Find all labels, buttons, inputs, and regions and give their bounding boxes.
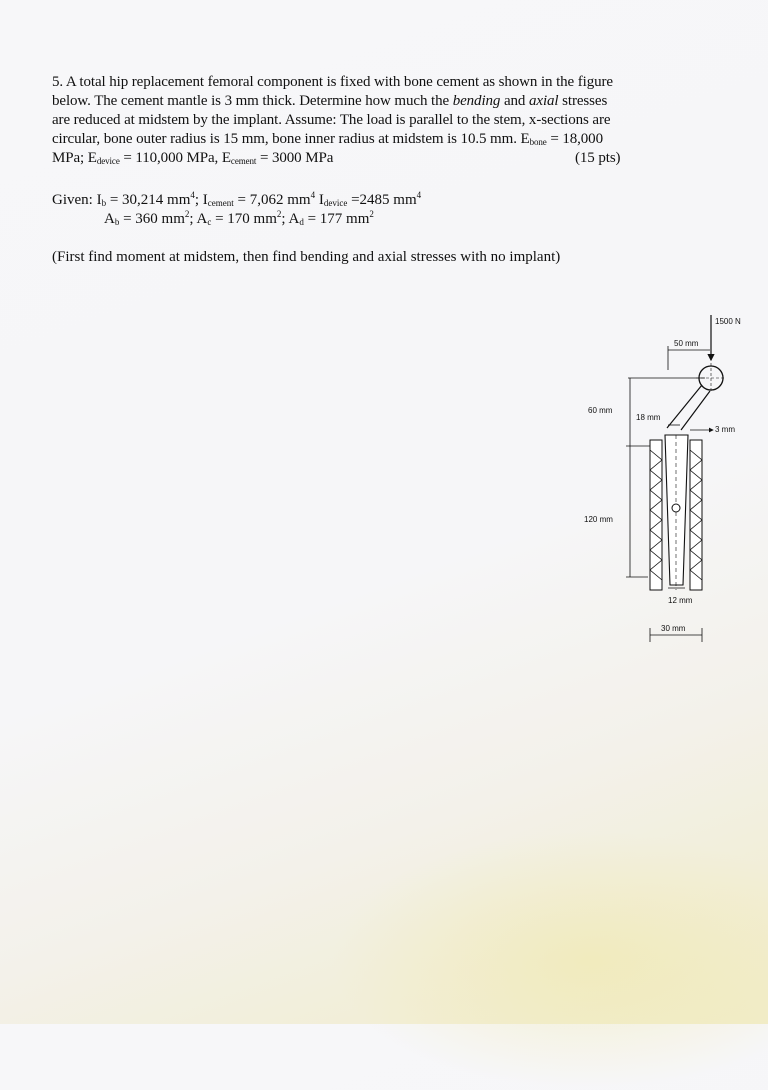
dim-30-label: 30 mm bbox=[661, 624, 686, 633]
dim-60-label: 60 mm bbox=[588, 406, 613, 415]
dim-50-label: 50 mm bbox=[674, 339, 699, 348]
given-row-2: $A_b = 360$ $mm^2$; $A_c = 170$ $mm^2$; $A_d = 177$ $mm^2$ bbox=[104, 209, 374, 227]
dim-3-label: 3 mm bbox=[715, 425, 735, 434]
problem-line-4: circular, bone outer radius is 15 mm, bone inner radius at midstem is 10.5 mm. $E_{bone} = 18,000$ bbox=[52, 131, 603, 147]
problem-line-3: are reduced at midstem by the implant. Assume: The load is parallel to the stem, x-sections are bbox=[52, 112, 611, 128]
paper-glare bbox=[330, 830, 768, 1090]
axial-term: axial bbox=[529, 93, 559, 109]
problem-statement bbox=[52, 73, 732, 168]
dim-12-label: 12 mm bbox=[668, 596, 693, 605]
given-values bbox=[52, 191, 421, 229]
bending-term: bending bbox=[452, 93, 501, 109]
hint-text: (First find moment at midstem, then find bending and axial stresses with no implant) bbox=[52, 249, 561, 265]
load-label: 1500 N bbox=[715, 317, 741, 326]
points-value: (15 pts) bbox=[575, 150, 621, 166]
midstem-marker bbox=[672, 504, 680, 512]
figure-svg bbox=[570, 300, 768, 660]
given-row-1: Given: $I_b = 30,214$ $mm^4$; $I_{cement} = 7,062$ $mm^4$ $I_{device} =2485$ $mm^4$ bbox=[52, 190, 422, 208]
problem-line-5: MPa; $E_{device} = 110,000$ MPa, $E_{cement} = 3000$ MPa (15 pts) bbox=[52, 150, 621, 166]
problem-line-2: below. The cement mantle is 3 mm thick. Determine how much the bending and axial stresses bbox=[52, 93, 608, 109]
problem-line-1: 5. A total hip replacement femoral component is fixed with bone cement as shown in the figure bbox=[52, 74, 613, 90]
dim-18-label: 18 mm bbox=[636, 413, 661, 422]
implant-neck bbox=[667, 385, 710, 430]
dim-120-label: 120 mm bbox=[584, 515, 613, 524]
hip-implant-figure bbox=[570, 300, 768, 660]
